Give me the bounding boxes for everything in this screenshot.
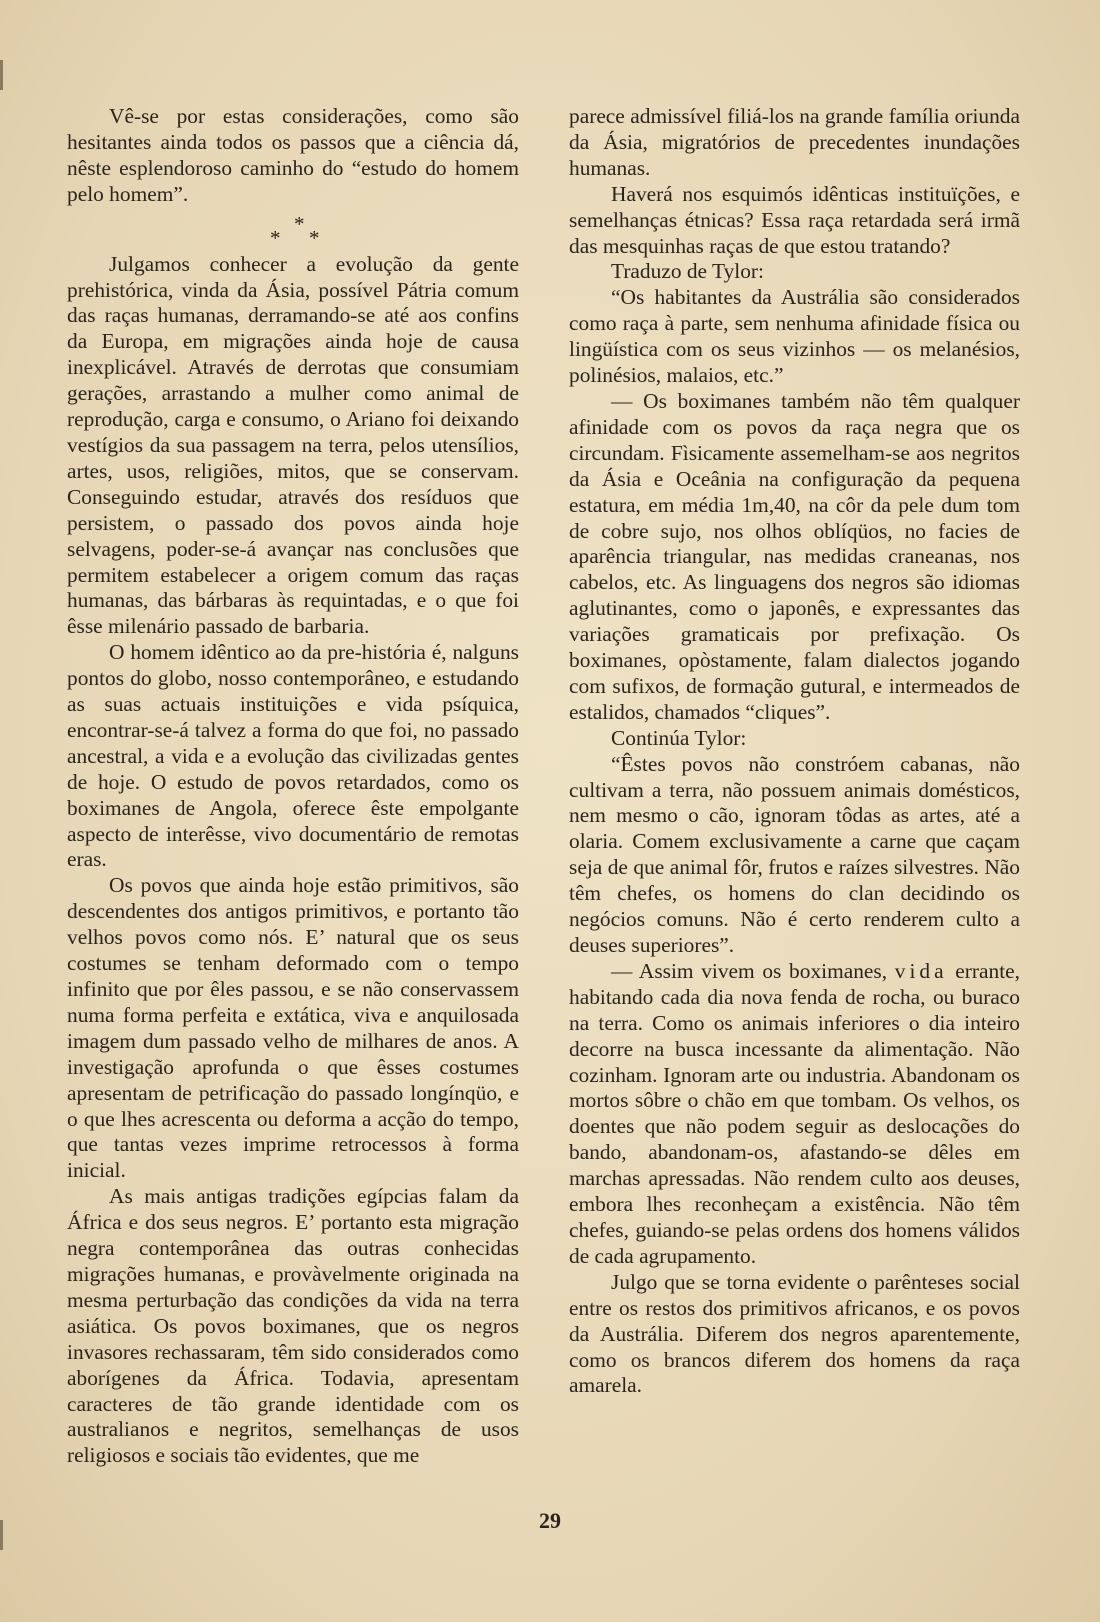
- asterisk: *: [294, 211, 305, 236]
- paragraph: Julgo que se torna evidente o parênteses social entre os restos dos primitivos africanos, e os povos da Austrália. Diferem dos negros aparentemente, como os brancos diferem dos homens da raça amarela.: [569, 1269, 1020, 1398]
- paragraph: Continúa Tylor:: [611, 725, 747, 750]
- paragraph: Julgamos conhecer a evolução da gente prehistórica, vinda da Ásia, possível Pátria comum das raças humanas, derramando-se até aos confins da Europa, em migrações ainda hoje de causa inexplicável. Através de derrotas que consumiam gerações, arrastando a mulher como animal de reprodução, carga e consumo, o Ariano foi deixando vestígios da sua passagem na terra, pelos utensílios, artes, usos, religiões, mitos, que se conservam. Conseguindo estudar, através dos resíduos que persistem, o passado dos povos ainda hoje selvagens, poder-se-á avançar nas conclusões que permitem estabelecer a origem comum das raças humanas, das bárbaras às requintadas, e o que foi êsse milenário passado de barbaria.: [67, 251, 519, 639]
- paragraph: As mais antigas tradições egípcias falam da África e dos seus negros. E’ portanto esta migração negra contemporânea das outras conhecidas migrações humanas, e provàvelmente originada na mesma perturbação das condições da vida na terra asiática. Os povos boximanes, que os negros invasores rechassaram, têm sido considerados como aborígenes da África. Todavia, apresentam caracteres de tão grande identidade com os australianos e negritos, semelhanças de usos religiosos e sociais tão evidentes, que me: [67, 1184, 519, 1468]
- page-number: 29: [539, 1508, 561, 1533]
- text-run: — Assim vivem os boximanes,: [611, 958, 888, 983]
- quotation: “Êstes povos não constróem cabanas, não cultivam a terra, não possuem animais domésticos, nem mesmo o cão, ignoram tôdas as artes, até a olaria. Comem exclusivamente a carne que caçam seja de que animal fôr, frutos e raízes silvestres. Não têm chefes, os homens do clan decidindo os negócios comuns. Não é certo renderem culto a deuses superiores”.: [569, 751, 1020, 957]
- asterisk: *: [309, 225, 320, 250]
- left-text-column: [67, 104, 519, 1469]
- page-edge-mark: [0, 60, 3, 90]
- section-asterism: [67, 210, 519, 252]
- spaced-text-run: vida: [894, 958, 948, 983]
- paragraph: [569, 959, 1020, 1270]
- paragraph: O homem idêntico ao da pre-história é, nalguns pontos do globo, nosso contemporâneo, e estudando as suas actuais instituições e vida psíquica, encontrar-se-á talvez a forma do que foi, no passado ancestral, a vida e a evolução das civilizadas gentes de hoje. O estudo de povos retardados, como os boximanes de Angola, oferece êste empolgante aspecto de interêsse, vivo documentário de remotas eras.: [67, 640, 519, 872]
- right-text-column: [569, 104, 1020, 1399]
- paragraph: — Os boximanes também não têm qualquer afinidade com os povos da raça negra que os circundam. Fìsicamente assemelham-se aos negritos da Ásia e Oceânia na configuração da pequena estatura, em média 1m,40, na côr da pele dum tom de cobre sujo, nos olhos oblíqüos, no facies de aparência triangular, nas medidas craneanas, nos cabelos, etc. As linguagens dos negros são idiomas aglutinantes, como o japonês, e expressantes das variações gramaticais por prefixação. Os boximanes, opòstamente, falam dialectos jogando com sufixos, de formação gutural, e intermeados de estalidos, chamados “cliques”.: [569, 388, 1020, 724]
- asterisk: *: [270, 225, 281, 250]
- paragraph: Traduzo de Tylor:: [611, 259, 764, 284]
- text-run: errante, habitando cada dia nova fenda de rocha, ou buraco na terra. Como os animais inferiores o dia inteiro decorre na busca incessante da alimentação. Não cozinham. Ignoram arte ou industria. Abandonam os mortos sôbre o chão em que tombam. Os velhos, os doentes que não podem seguir as deslocações do bando, abandonam-os, afastando-se dêles em marchas apressadas. Não rendem culto aos deuses, embora lhes reconheçam a existência. Não têm chefes, guiando-se pelas ordens dos homens válidos de cada agrupamento.: [569, 958, 1020, 1268]
- quotation: “Os habitantes da Austrália são considerados como raça à parte, sem nenhuma afinidade física ou lingüística com os seus vizinhos — os melanésios, polinésios, malaios, etc.”: [569, 285, 1020, 388]
- paragraph: Vê-se por estas considerações, como são hesitantes ainda todos os passos que a ciência dá, nêste esplendoroso caminho do “estudo do homem pelo homem”.: [67, 104, 519, 206]
- paragraph: Os povos que ainda hoje estão primitivos, são descendentes dos antigos primitivos, e portanto tão velhos povos como nós. E’ natural que os seus costumes se tenham deformado com o tempo infinito que por êles passou, e se não conservassem numa forma perfeita e extática, viva e anquilosada imagem dum passado velho de milhares de anos. A investigação aprofunda o que êsses costumes apresentam de petrificação do passado longínqüo, e o que lhes acrescenta ou deforma a acção do tempo, que tantas vezes imprime retrocessos à forma inicial.: [67, 873, 519, 1183]
- paragraph: Haverá nos esquimós idênticas instituïções, e semelhanças étnicas? Essa raça retardada será irmã das mesquinhas raças de que estou tratando?: [569, 181, 1020, 258]
- paragraph-continuation: parece admissível filiá-los na grande família oriunda da Ásia, migratórios de precedentes inundações humanas.: [569, 104, 1020, 180]
